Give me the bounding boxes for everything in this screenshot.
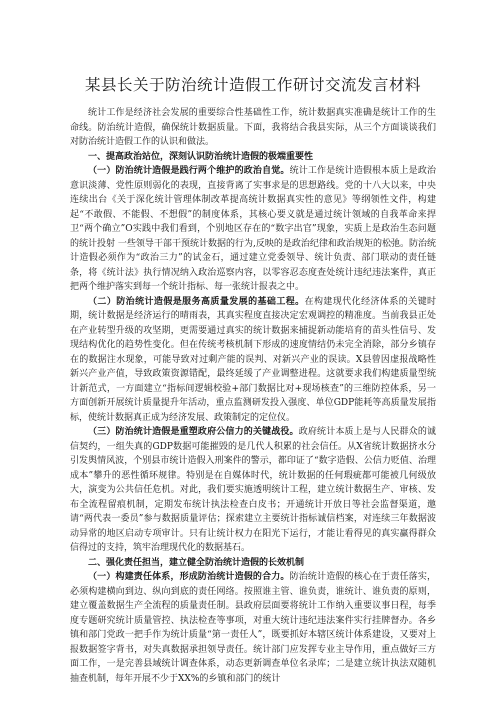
paragraph-3-lead: （三）防治统计造假是重塑政府公信力的关键战役。 xyxy=(88,427,299,437)
paragraph-2 xyxy=(70,295,436,426)
paragraph-1-body: 统计工作是统计造假根本质上是政治意识淡薄、党性原则弱化的表现，直接背离了实事求是的思想路线。党的十八大以来，中央连续出台《关于深化统计管理体制改革提高统计数据真实性的意见》等纲领性文件，构建起“不敢假、不能假、不想假”的制度体系，其核心要义就是通过统计领域的自我革命来捍卫“两个确立”O实践中我们看到，个别地区存在的“数字出官”现象，实质上是政治生态问题的统计投射 一些领导干部干预统计数据的行为,反映的是政治纪律和政治规矩的松弛。防治统计造假必须作为“政治三力”的试金石，通过建立党委领导、统计负责、部门联动的责任链条，将《统计法》执行情况纳入政治巡察内容，以零容忍态度查处统计违纪违法案件，真正把两个维护落实到每一个统计指标、每一张统计报表之中。 xyxy=(70,166,436,292)
paragraph-1-lead: （一）防治统计造假是践行两个维护的政治自觉。 xyxy=(88,166,290,176)
document-title: 某县长关于防治统计造假工作研讨交流发言材料 xyxy=(84,76,421,94)
paragraph-4-body: 防治统计造假的核心在于责任落实，必须构建横向到边、纵向到底的责任网络。按照谁主管、谁负责，谁统计、谁负责的原则，建立覆盖数据生产全流程的质量责任制。县政府层面要将统计工作纳入重要议事日程，每季度专题研究统计质量管控、执法检查等事项，对重大统计违纪违法案件实行挂牌督办。各乡镇和部门党政一把手作为统计质量“第一责任人”，既要抓好本辖区统计体系建设，又要对上报数据签字背书，对失真数据承担领导责任。统计部门应发挥专业主导作用，重点做好三方面工作，一是完善县域统计调查体系，动态更新调查单位名录库；二是建立统计执法双随机抽查机制，每年开展不少于XX%的乡镇和部门的统计 xyxy=(70,572,436,684)
section-heading-1: 一、提高政治站位，深刻认识防治统计造假的极端重要性 xyxy=(88,151,314,162)
paragraph-2-body: 在构建现代化经济体系的关键时期，统计数据是经济运行的晴雨表，其真实程度直接决定宏观调控的精准度。当前我县正处在产业转型升级的攻坚期，更需要通过真实的统计数据来捕捉新动能培育的苗头性信号、发现结构优化的趋势性变化。但在传统考核机制下形成的速度情结仍未完全消除，部分乡镇存在的数据注水现象，可能导致对过剩产能的误判、对新兴产业的误读。X县曾因虚报战略性新兴产业产值，导致政策资源错配，最终延缓了产业调整进程。这就要求我们构建质量型统计新范式，一方面建立“指标间逻辑校验+部门数据比对+现场核查”的三维防控体系，另一方面创新开展统计质量提升年活动，重点监测研发投入强度、单位GDP能耗等高质量发展指标，使统计数据真正成为经济发展、政策制定的定位仪。 xyxy=(70,296,436,423)
intro-paragraph: 统计工作是经济社会发展的重要综合性基础性工作，统计数据真实准确是统计工作的生命线。防治统计造假，确保统计数据质量。下面，我将结合我县实际，从三个方面谈谈我们对防治统计造假工作的认识和做法。 xyxy=(70,108,436,147)
paragraph-2-lead: （二）防治统计造假是服务高质量发展的基础工程。 xyxy=(88,296,305,307)
paragraph-3 xyxy=(70,425,436,556)
section-heading-2: 二、强化责任担当，建立健全防治统计造假的长效机制 xyxy=(88,557,305,568)
paragraph-4 xyxy=(70,570,436,686)
paragraph-3-body: 政府统计本质上是与人民群众的诚信契约，一组失真的GDP数据可能摧毁的是几代人积累的社会信任。从X省统计数据挤水分引发舆情风波，个别县市统计造假入刑案件的警示，都印证了“数字造假、公信力贬值、治理成本”攀升的恶性循环规律。特别是在自媒体时代，统计数据的任何瑕疵都可能被几何级放大，演变为公共信任危机。对此，我们要实施透明统计工程，建立统计数据生产、审核、发布全流程留痕机制，定期发布统计执法检查白皮书；开通统计开放日等社会监督渠道，邀请“两代表一委员”参与数据质量评估；探索建立主要统计指标诚信档案，对连续三年数据波动异常的地区启动专项审计。只有让统计权力在阳光下运行，才能让看得见的真实赢得群众信得过的支持，筑牢治理现代化的数据基石。 xyxy=(70,427,436,553)
paragraph-4-lead: （一）构建责任体系，形成防治统计造假的合力。 xyxy=(88,572,290,582)
paragraph-1 xyxy=(70,164,436,295)
